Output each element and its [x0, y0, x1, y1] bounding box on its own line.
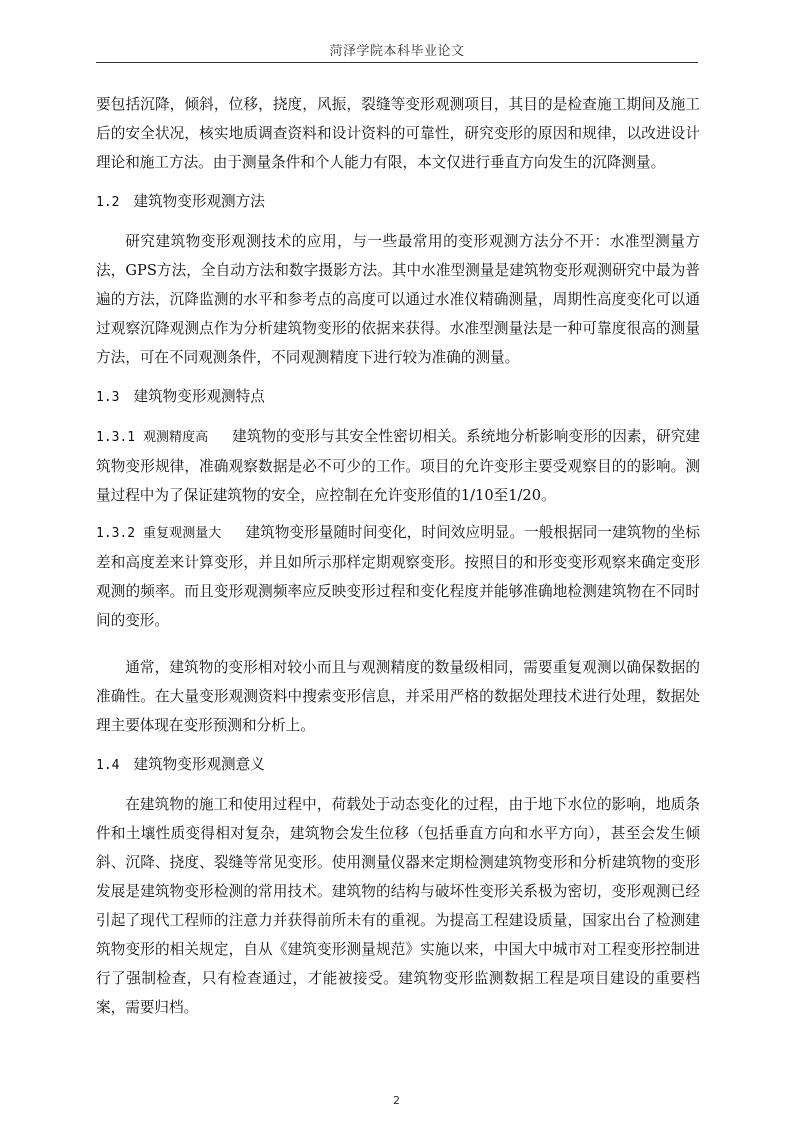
paragraph-methods: 研究建筑物变形观测技术的应用，与一些最常用的变形观测方法分不开：水准型测量方法，GPS方法，全自动方法和数字摄影方法。其中水准型测量是建筑物变形观测研究中最为普遍的方法，沉降监测的水平和参考点的高度可以通过水准仪精确测量，周期性高度变化可以通过观察沉降观测点作为分析建筑物变形的依据来获得。水准型测量法是一种可靠度很高的测量方法，可在不同观测条件，不同观测精度下进行较为准确的测量。	[96, 233, 700, 366]
section-number: 1.3	[96, 390, 120, 405]
section-number: 1.4	[96, 758, 120, 773]
paragraph-significance: 在建筑物的施工和使用过程中，荷载处于动态变化的过程，由于地下水位的影响，地质条件和土壤性质变得相对复杂，建筑物会发生位移（包括垂直方向和水平方向），甚至会发生倾斜、沉降、挠度、裂缝等常见变形。使用测量仪器来定期检测建筑物变形和分析建筑物的变形发展是建筑物变形检测的常用技术。建筑物的结构与破坏性变形关系极为密切，变形观测已经引起了现代工程师的注意力并获得前所未有的重视。为提高工程建设质量，国家出台了检测建筑物变形的相关规定，自从《建筑变形测量规范》实施以来，中国大中城市对工程变形控制进行了强制检查，只有检查通过，才能被接受。建筑物变形监测数据工程是项目建设的重要档案，需要归档。	[96, 796, 700, 1016]
running-header: 菏泽学院本科毕业论文	[329, 44, 465, 59]
subsection-label: 1.3.2 重复观测量大	[96, 526, 222, 541]
page-number: 2	[393, 1094, 400, 1107]
section-heading-1-2	[96, 187, 700, 217]
subsection-text: 建筑物的变形与其安全性密切相关。系统地分析影响变形的因素，研究建筑物变形规律，准确观察数据是必不可少的工作。项目的允许变形主要受观察目的的影响。测量过程中为了保证建筑物的安全，应控制在允许变形值的1/10至1/20。	[96, 428, 700, 504]
paragraph-repeat-observation: 通常，建筑物的变形相对较小而且与观测精度的数量级相同，需要重复观测以确保数据的准确性。在大量变形观测资料中搜索变形信息，并采用严格的数据处理技术进行处理，数据处理主要体现在变形预测和分析上。	[96, 659, 700, 734]
section-title: 建筑物变形观测意义	[133, 756, 265, 773]
section-number: 1.2	[96, 195, 120, 210]
section-heading-1-3	[96, 382, 700, 412]
subsection-1-3-2	[96, 518, 700, 635]
page-body	[96, 90, 700, 1022]
paragraph-intro: 要包括沉降，倾斜，位移，挠度，风振，裂缝等变形观测项目，其目的是检查施工期间及施工后的安全状况，核实地质调查资料和设计资料的可靠性，研究变形的原因和规律，以改进设计理论和施工方法。由于测量条件和个人能力有限，本文仅进行垂直方向发生的沉降测量。	[96, 96, 700, 171]
header-rule	[96, 62, 698, 63]
subsection-label: 1.3.1 观测精度高	[96, 430, 209, 445]
section-title: 建筑物变形观测特点	[133, 388, 265, 405]
subsection-1-3-1	[96, 422, 700, 510]
section-heading-1-4	[96, 750, 700, 780]
subsection-text: 建筑物变形量随时间变化，时间效应明显。一般根据同一建筑物的坐标差和高度差来计算变形，并且如所示那样定期观察变形。按照目的和形变变形观察来确定变形观测的频率。而且变形观测频率应反映变形过程和变化程度并能够准确地检测建筑物在不同时间的变形。	[96, 524, 700, 629]
section-title: 建筑物变形观测方法	[133, 193, 265, 210]
